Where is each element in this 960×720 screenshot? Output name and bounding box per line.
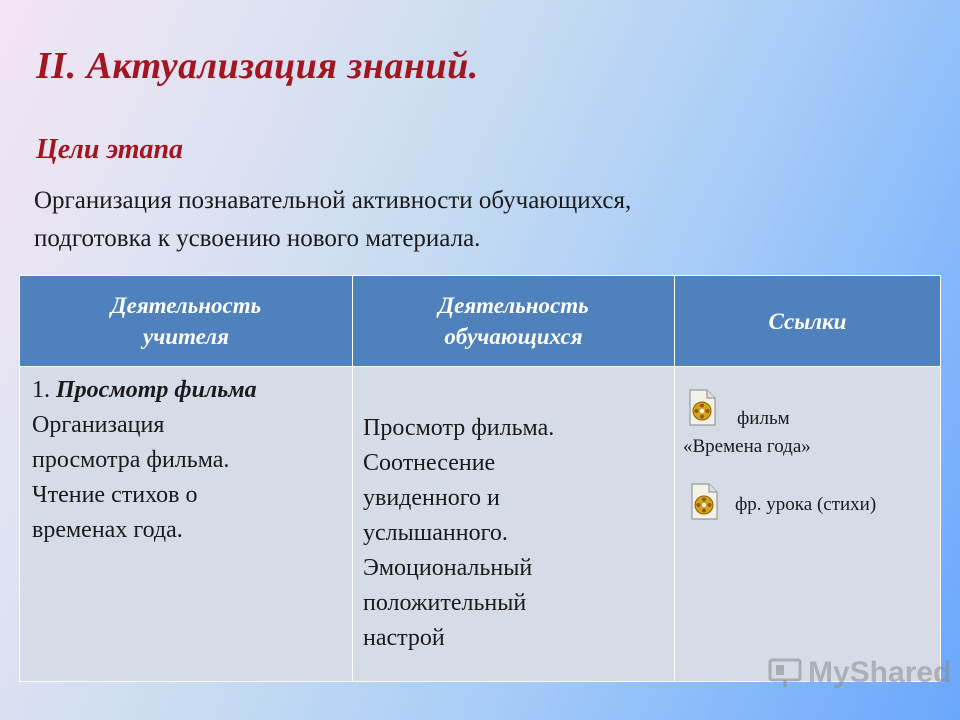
- goals-heading: Цели этапа: [36, 134, 184, 165]
- links-cell: [675, 367, 941, 682]
- presentation-icon: [768, 658, 802, 688]
- step-number: 1.: [32, 377, 56, 403]
- video-file-icon[interactable]: [687, 389, 717, 427]
- student-text-line: настрой: [363, 625, 445, 651]
- watermark: [768, 656, 951, 690]
- student-text-line: Эмоциональный: [363, 555, 533, 581]
- header-text: Ссылки: [768, 308, 847, 334]
- slide-title: II. Актуализация знаний.: [36, 45, 479, 87]
- header-text: учителя: [143, 324, 229, 349]
- student-text-line: положительный: [363, 590, 527, 616]
- link-lesson-fragment[interactable]: фр. урока (стихи): [735, 494, 877, 515]
- teacher-step-title: [32, 373, 342, 408]
- teacher-text-line: просмотра фильма.: [32, 447, 230, 473]
- goals-text: [34, 182, 884, 258]
- student-text-line: Просмотр фильма.: [363, 415, 555, 441]
- goals-text-line: Организация познавательной активности обучающихся,: [34, 187, 632, 214]
- student-activity-cell: [353, 367, 675, 682]
- watermark-text: MyShared: [808, 656, 952, 689]
- header-text: Деятельность: [110, 293, 262, 318]
- header-student-activity: [353, 276, 675, 367]
- video-file-icon[interactable]: [689, 483, 719, 521]
- step-emphasis: Просмотр фильма: [56, 377, 257, 403]
- header-text: обучающихся: [444, 324, 583, 349]
- goals-text-line: подготовка к усвоению нового материала.: [34, 225, 481, 252]
- student-text-line: услышанного.: [363, 520, 508, 546]
- table-header-row: [20, 276, 941, 367]
- teacher-text-line: Организация: [32, 412, 165, 438]
- header-links: [675, 276, 941, 367]
- teacher-text-line: временах года.: [32, 517, 183, 543]
- header-teacher-activity: [20, 276, 353, 367]
- table-row: [20, 367, 941, 682]
- lesson-table: [19, 275, 941, 682]
- link-film-title[interactable]: «Времена года»: [683, 436, 811, 457]
- teacher-activity-cell: [20, 367, 353, 682]
- link-film[interactable]: фильм: [737, 408, 790, 429]
- student-text-line: увиденного и: [363, 485, 500, 511]
- header-text: Деятельность: [438, 293, 589, 318]
- student-text-line: Соотнесение: [363, 450, 496, 476]
- teacher-text-line: Чтение стихов о: [32, 482, 198, 508]
